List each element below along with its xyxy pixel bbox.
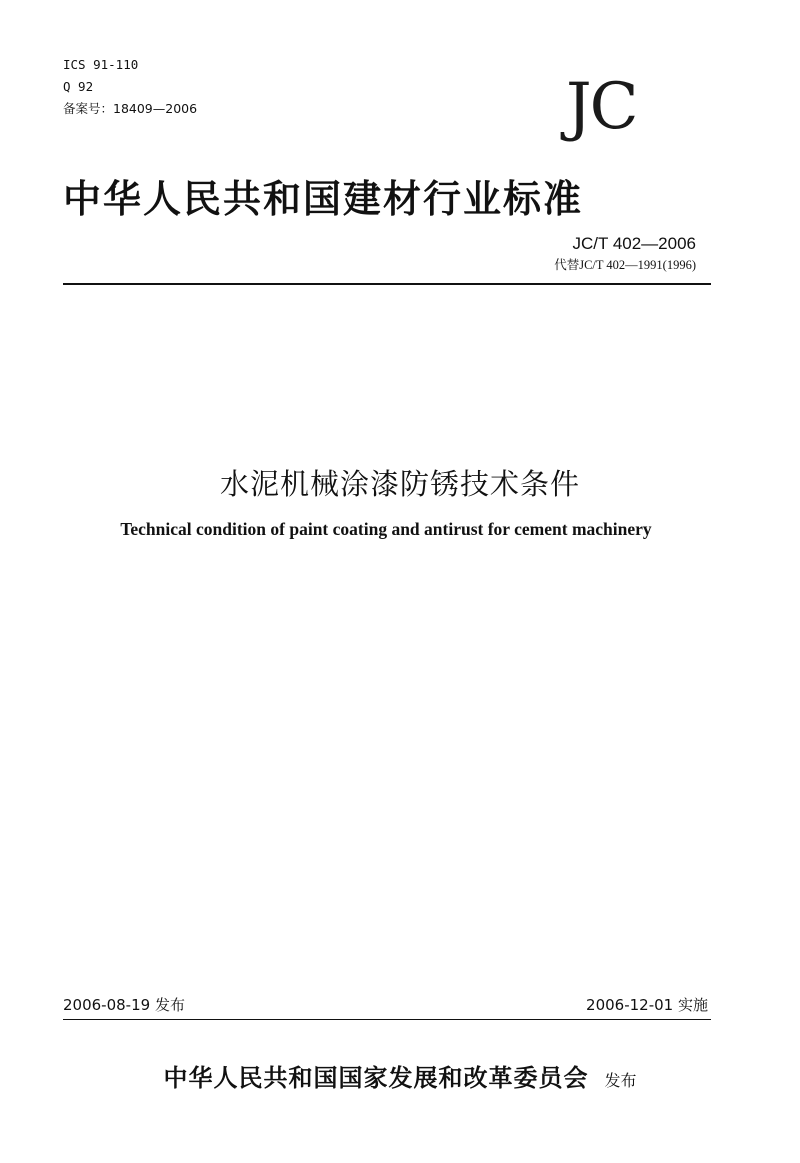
publisher-line xyxy=(0,1063,800,1096)
publisher-name: 中华人民共和国国家发展和改革委员会 xyxy=(163,1064,589,1092)
implementation-date: 2006-12-01 实施 xyxy=(586,996,708,1014)
ics-code: ICS 91-110 xyxy=(63,57,139,72)
jc-logo: JC xyxy=(566,70,637,144)
filing-number: 备案号：18409—2006 xyxy=(63,101,198,116)
footer-divider xyxy=(63,1019,711,1020)
document-title-english: Technical condition of paint coating and antirust for cement machinery xyxy=(120,519,652,539)
header-divider xyxy=(63,283,711,285)
issue-date: 2006-08-19 发布 xyxy=(63,996,185,1014)
document-title-chinese: 水泥机械涂漆防锈技术条件 xyxy=(219,467,580,501)
standard-code: JC/T 402—2006 xyxy=(572,234,696,253)
standard-title: 中华人民共和国建材行业标准 xyxy=(63,176,584,221)
publisher-action: 发布 xyxy=(604,1071,637,1090)
replaced-standard-code: 代替JC/T 402—1991(1996) xyxy=(554,258,696,272)
classification-code: Q 92 xyxy=(63,79,94,94)
